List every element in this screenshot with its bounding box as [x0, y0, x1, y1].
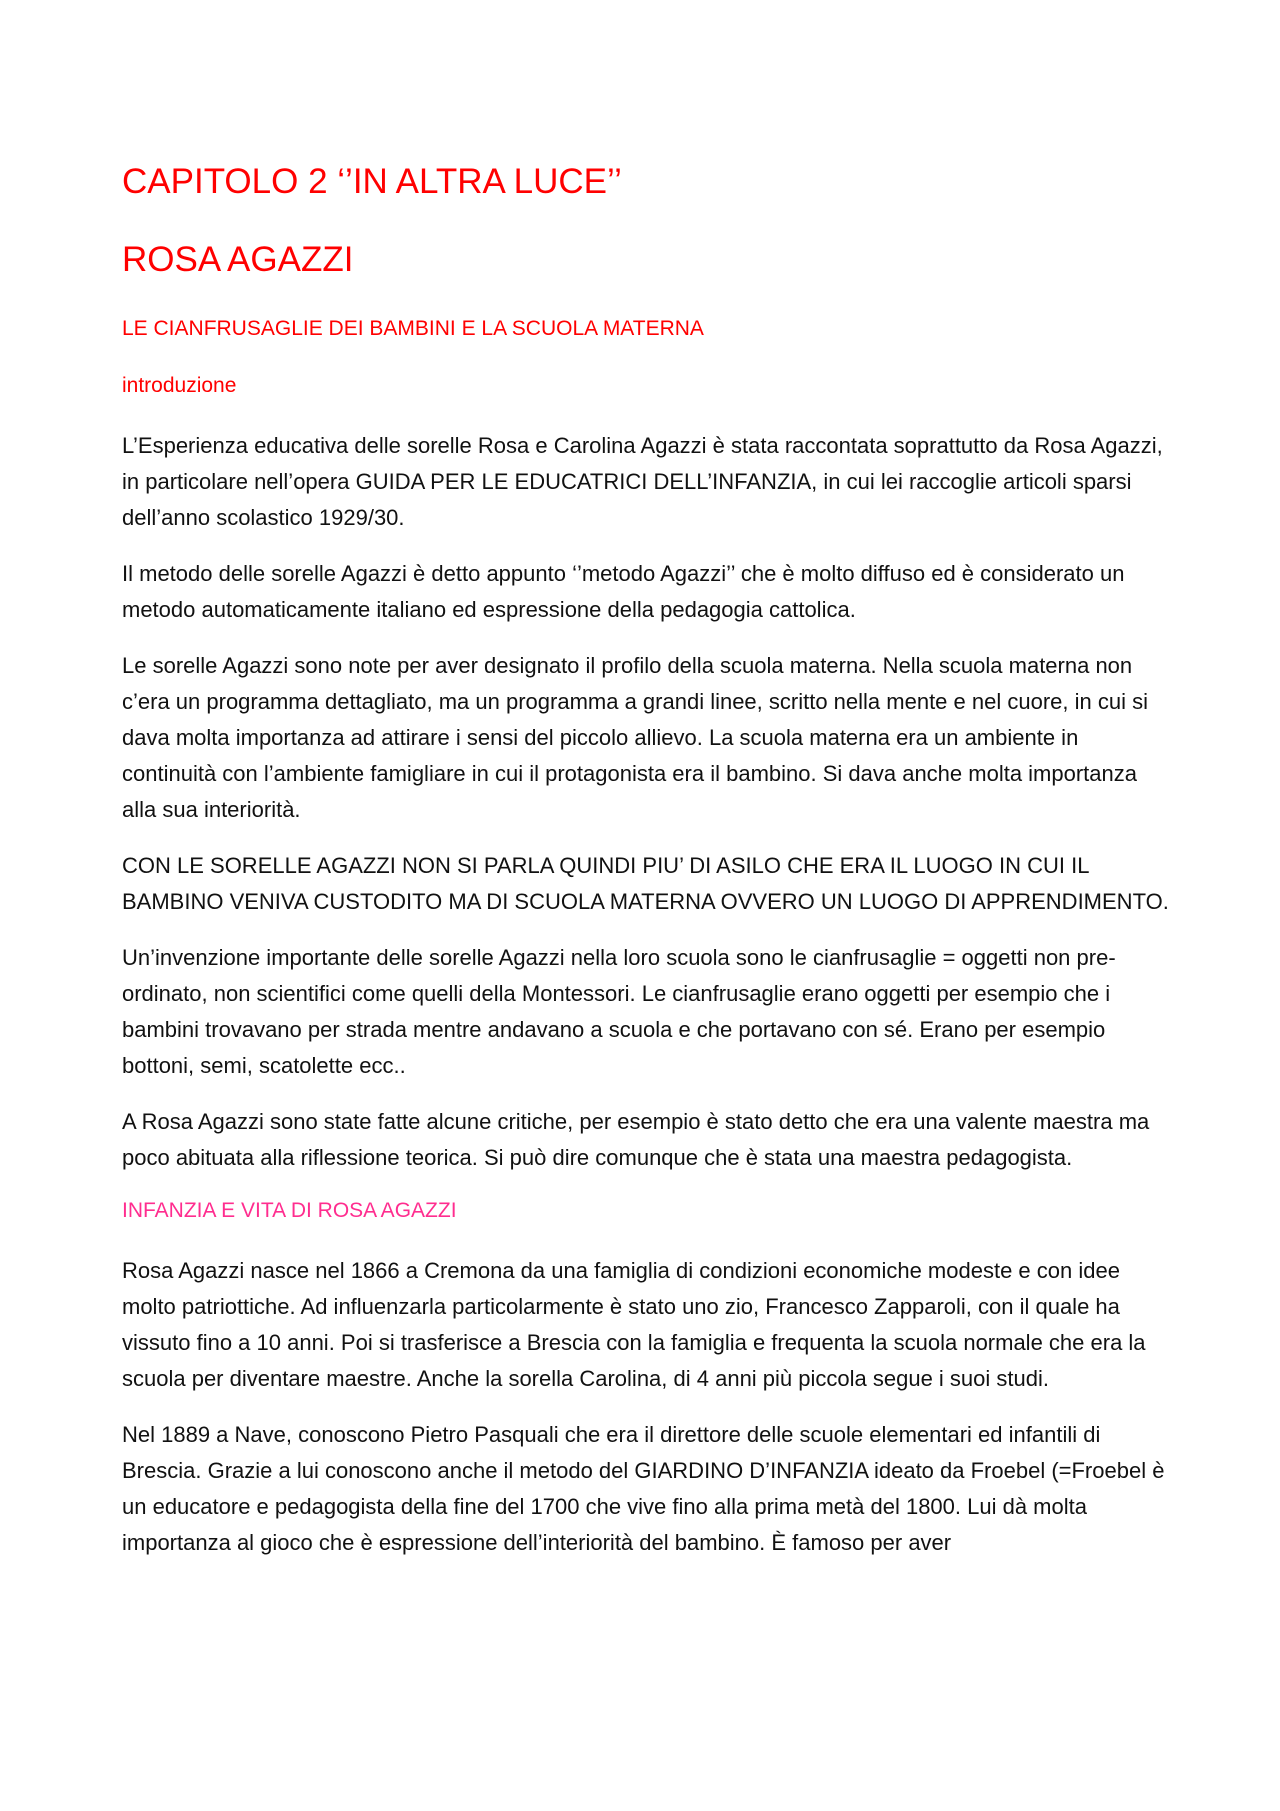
section-heading-cianfrusaglie: LE CIANFRUSAGLIE DEI BAMBINI E LA SCUOLA MATERNA	[122, 317, 704, 340]
paragraph-1: L’Esperienza educativa delle sorelle Rosa e Carolina Agazzi è stata raccontata soprattutto da Rosa Agazzi, in particolare nell’opera GUIDA PER LE EDUCATRICI DELL’INFANZIA, in cui lei raccoglie articoli sparsi dell’anno scolastico 1929/30.	[122, 433, 1163, 530]
section-heading-infanzia-vita: INFANZIA E VITA DI ROSA AGAZZI	[122, 1199, 457, 1222]
paragraph-5: Un’invenzione importante delle sorelle Agazzi nella loro scuola sono le cianfrusaglie = oggetti non pre-ordinato, non scientifici come quelli della Montessori. Le cianfrusaglie erano oggetti per esempio che i bambini trovavano per strada mentre andavano a scuola e che portavano con sé. Erano per esempio bottoni, semi, scatolette ecc..	[122, 945, 1116, 1078]
paragraph-3: Le sorelle Agazzi sono note per aver designato il profilo della scuola materna. Nella scuola materna non c’era un programma dettagliato, ma un programma a grandi linee, scritto nella mente e nel cuore, in cui si dava molta importanza ad attirare i sensi del piccolo allievo. La scuola materna era un ambiente in continuità con l’ambiente famigliare in cui il protagonista era il bambino. Si dava anche molta importanza alla sua interiorità.	[122, 653, 1148, 822]
document-content	[122, 158, 1172, 1581]
paragraph-7: Rosa Agazzi nasce nel 1866 a Cremona da una famiglia di condizioni economiche modeste e con idee molto patriottiche. Ad influenzarla particolarmente è stato uno zio, Francesco Zapparoli, con il quale ha vissuto fino a 10 anni. Poi si trasferisce a Brescia con la famiglia e frequenta la scuola normale che era la scuola per diventare maestre. Anche la sorella Carolina, di 4 anni più piccola segue i suoi studi.	[122, 1258, 1146, 1391]
chapter-subtitle: ROSA AGAZZI	[122, 240, 354, 279]
paragraph-2: Il metodo delle sorelle Agazzi è detto appunto ‘’metodo Agazzi’’ che è molto diffuso ed è considerato un metodo automaticamente italiano ed espressione della pedagogia cattolica.	[122, 561, 1125, 622]
paragraph-8: Nel 1889 a Nave, conoscono Pietro Pasquali che era il direttore delle scuole elementari ed infantili di Brescia. Grazie a lui conoscono anche il metodo del GIARDINO D’INFANZIA ideato da Froebel (=Froebel è un educatore e pedagogista della fine del 1700 che vive fino alla prima metà del 1800. Lui dà molta importanza al gioco che è espressione dell’interiorità del bambino. È famoso per aver	[122, 1422, 1165, 1555]
section-heading-introduzione: introduzione	[122, 374, 237, 397]
paragraph-6: A Rosa Agazzi sono state fatte alcune critiche, per esempio è stato detto che era una valente maestra ma poco abituata alla riflessione teorica. Si può dire comunque che è stata una maestra pedagogista.	[122, 1109, 1150, 1170]
chapter-title: CAPITOLO 2 ‘’IN ALTRA LUCE’’	[122, 162, 622, 201]
paragraph-4: CON LE SORELLE AGAZZI NON SI PARLA QUINDI PIU’ DI ASILO CHE ERA IL LUOGO IN CUI IL BAMBINO VENIVA CUSTODITO MA DI SCUOLA MATERNA OVVERO UN LUOGO DI APPRENDIMENTO.	[122, 853, 1169, 914]
